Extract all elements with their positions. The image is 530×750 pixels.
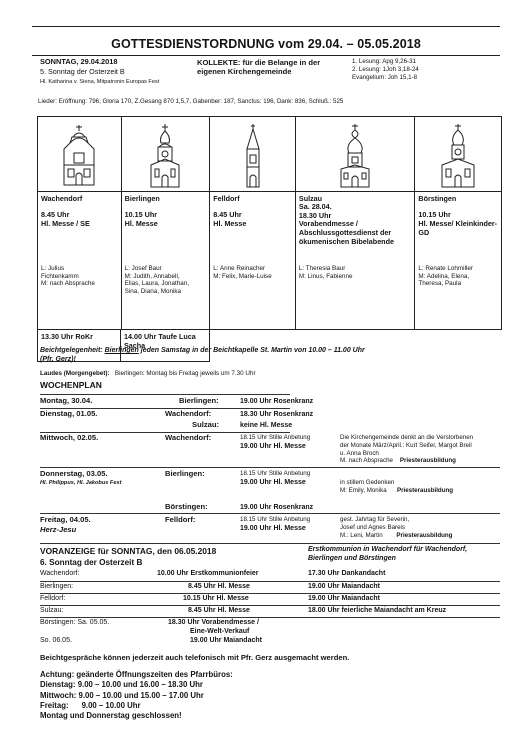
- office-hours-line: Mittwoch: 9.00 – 10.00 und 15.00 – 17.00 Uhr: [40, 690, 204, 700]
- confession-text: jeden Samstag in der Beichtkapelle St. Martin von 10.00 – 11.00 Uhr: [140, 347, 365, 354]
- mass-type: Hl. Messe/ Kleinkinder-GD: [418, 219, 498, 237]
- preview-right: 17.30 Uhr Dankandacht: [308, 570, 386, 577]
- sunday-saints: Hl. Katharina v. Siena, Mitpatronin Europas Fest: [40, 79, 160, 85]
- preview-time-note: Eine-Welt-Verkauf: [190, 628, 250, 635]
- note-line: [340, 487, 453, 495]
- note-line: in stillem Gedenken: [340, 479, 395, 486]
- church-name: Bierlingen: [124, 194, 160, 203]
- reading-1: 1. Lesung: Apg 9,26-31: [352, 58, 416, 65]
- preview-time: 18.30 Uhr Vorabendmesse /: [168, 619, 259, 626]
- church-boerstingen-cell: [415, 117, 501, 191]
- gospel: Evangelium: Joh 15,1-8: [352, 73, 418, 81]
- preview-time: 8.45 Uhr Hl. Messe: [188, 607, 250, 614]
- plan-note: [340, 434, 473, 465]
- plan-adoration: 18.15 Uhr Stille Anbetung: [240, 516, 311, 523]
- staff-line: L: Theresia Baur: [298, 265, 346, 272]
- church-boerstingen-details: [415, 192, 501, 329]
- staff-line: Fichtenkamm: [41, 272, 79, 280]
- divider: [40, 543, 500, 544]
- note-line: gest. Jahrtag für Severin,: [340, 516, 410, 523]
- staff-line: L: Josef Baur: [124, 265, 162, 272]
- plan-adoration: 18.15 Uhr Stille Anbetung: [240, 470, 311, 477]
- first-communion-note: Erstkommunion in Wachendorf für Wachendorf, Bierlingen und Börstingen: [308, 546, 468, 562]
- church-name: Börstingen: [418, 194, 457, 203]
- divider: [40, 581, 500, 582]
- confession-info: [40, 347, 480, 365]
- plan-day: Freitag, 04.05.: [40, 515, 91, 524]
- staff-line: Theresa, Paula: [418, 280, 462, 288]
- preview-place: Börstingen: Sa. 05.05.: [40, 619, 110, 626]
- church-name: Sulzau: [298, 194, 323, 203]
- note-ministrants: M. nach Absprache: [340, 457, 393, 465]
- plan-place: Bierlingen:: [179, 396, 219, 405]
- preview-place: Wachendorf:: [40, 570, 80, 577]
- extra-event-wachendorf: 13.30 Uhr RoKr: [37, 330, 121, 362]
- mass-time: 18.30 Uhr: [298, 210, 332, 220]
- church-sulzau-details: [296, 192, 415, 329]
- divider: [40, 593, 500, 594]
- preview-sunday: 6. Sonntag der Osterzeit B: [40, 558, 143, 567]
- divider: [40, 513, 500, 514]
- page-title: GOTTESDIENSTORDNUNG vom 29.04. – 05.05.2018: [111, 37, 421, 51]
- note-line: [340, 457, 473, 465]
- office-hours-line: Dienstag: 9.00 – 10.00 und 16.00 – 18.30 Uhr: [40, 680, 203, 690]
- preview-place: Sulzau:: [40, 607, 64, 614]
- plan-day: Mittwoch, 02.05.: [40, 433, 99, 442]
- church-felldorf-details: [210, 192, 296, 329]
- reading-2: 2. Lesung: 1Joh 3,18-24: [352, 65, 419, 73]
- plan-place: Wachendorf:: [165, 409, 212, 418]
- preview-heading: VORANZEIGE für SONNTAG, den 06.05.2018: [40, 546, 217, 556]
- office-hours: [40, 670, 233, 721]
- mass-time: 8.45 Uhr: [41, 210, 70, 220]
- note-line: Die Kirchengemeinde denkt an die Verstorbenen: [340, 434, 474, 441]
- preview-right: 19.00 Uhr Maiandacht: [308, 595, 380, 602]
- weekly-plan-heading: WOCHENPLAN: [40, 380, 102, 390]
- note-intent: Priesterausbildung: [396, 531, 453, 539]
- plan-time: 19.00 Uhr Hl. Messe: [240, 525, 306, 532]
- preview-right: 19.00 Uhr Maiandacht: [308, 583, 380, 590]
- church-sulzau-icon: [333, 123, 377, 189]
- church-date: Sa. 28.04.: [298, 202, 332, 212]
- plan-time: 19.00 Uhr Hl. Messe: [240, 479, 306, 486]
- plan-time: keine Hl. Messe: [240, 422, 293, 429]
- mass-type: Hl. Messe: [213, 219, 247, 229]
- mass-type: Hl. Messe: [124, 219, 158, 229]
- mass-type: Vorabendmesse / Abschlussgottesdienst der ökumenischen Bibelabende: [298, 219, 394, 246]
- church-staff: [41, 265, 95, 288]
- church-wachendorf-cell: [38, 117, 122, 191]
- preview-time: 8.45 Uhr Hl. Messe: [188, 583, 250, 590]
- plan-place: Felldorf:: [165, 515, 196, 524]
- mass-time: 8.45 Uhr: [213, 210, 242, 220]
- plan-feast: Herz-Jesu: [40, 525, 77, 534]
- note-line: der Monate März/April.: Kurt Seifer, Margot Breil: [340, 441, 472, 449]
- office-hours-line: Freitag: 9.00 – 10.00 Uhr: [40, 700, 141, 710]
- divider: [40, 467, 500, 468]
- plan-day: Dienstag, 01.05.: [40, 409, 98, 418]
- office-hours-heading: Achtung: geänderte Öffnungszeiten des Pfarrbüros:: [40, 670, 233, 679]
- plan-adoration: 18.15 Uhr Stille Anbetung: [240, 434, 311, 441]
- mass-time: 10.15 Uhr: [124, 210, 158, 220]
- staff-line: M: Felix, Marie-Luise: [213, 272, 272, 280]
- preview-time: 19.00 Uhr Maiandacht: [190, 637, 262, 644]
- confession-phone-note: Beichtgespräche können jederzeit auch telefonisch mit Pfr. Gerz ausgemacht werden.: [40, 653, 350, 662]
- church-staff: [418, 265, 473, 288]
- church-details-row: [37, 192, 502, 330]
- staff-line: M: nach Absprache: [41, 280, 95, 288]
- plan-day: Donnerstag, 03.05.: [40, 469, 108, 478]
- staff-line: Elias, Laura, Jonathan,: [124, 280, 190, 288]
- preview-time: 10.15 Uhr Hl. Messe: [183, 595, 249, 602]
- readings: [352, 58, 419, 82]
- staff-line: M: Linus, Fabienne: [298, 272, 353, 280]
- staff-line: Sina, Diana, Monika: [124, 288, 181, 296]
- mass-type: Hl. Messe / SE: [41, 219, 90, 229]
- note-intent: Priesterausbildung: [399, 457, 456, 465]
- note-ministrants: M.: Leni, Martin: [340, 531, 383, 539]
- preview-right: 18.00 Uhr feierliche Maiandacht am Kreuz: [308, 607, 447, 614]
- note-ministrants: M: Emily, Monika: [340, 486, 387, 494]
- mass-info: [299, 212, 411, 247]
- plan-time: 18.30 Uhr Rosenkranz: [240, 411, 314, 418]
- church-staff: [125, 265, 189, 296]
- church-name: Wachendorf: [41, 194, 83, 203]
- note-line: u. Anna Broch: [340, 449, 379, 457]
- title-frame: [32, 26, 500, 56]
- plan-day: Montag, 30.04.: [40, 396, 93, 405]
- divider: [40, 394, 290, 395]
- divider: [40, 605, 500, 606]
- note-line: Josef und Agnes Bareis: [340, 523, 406, 531]
- confession-priest: (Pfr. Gerz)!: [40, 355, 76, 363]
- plan-feast: Hl. Philippus, Hl. Jakobus Fest: [40, 480, 122, 486]
- church-bierlingen-icon: [145, 123, 185, 189]
- sunday-name: 5. Sonntag der Osterzeit B: [40, 67, 125, 76]
- confession-label: Beichtgelegenheit:: [40, 347, 103, 354]
- staff-line: M: Adelina, Elena,: [418, 272, 470, 280]
- mass-info: [125, 211, 207, 229]
- church-name: Felldorf: [213, 194, 240, 203]
- preview-place: Bierlingen:: [40, 583, 74, 590]
- plan-place: Sulzau:: [192, 420, 220, 429]
- kollekte: KOLLEKTE: für die Belange in der eigenen Kirchengemeinde: [197, 58, 321, 77]
- mass-info: [213, 211, 292, 229]
- church-bierlingen-cell: [122, 117, 211, 191]
- staff-line: L: Julius: [41, 265, 65, 272]
- plan-time: 19.00 Uhr Hl. Messe: [240, 443, 306, 450]
- office-hours-closed: Montag und Donnerstag geschlossen!: [40, 711, 182, 721]
- church-grid: [37, 116, 502, 362]
- plan-time: 19.00 Uhr Rosenkranz: [240, 398, 314, 405]
- sunday-date: SONNTAG, 29.04.2018: [40, 57, 118, 66]
- laudes-info: [40, 370, 256, 377]
- mass-info: [418, 211, 498, 237]
- divider: [40, 617, 500, 618]
- preview-place: Felldorf:: [40, 595, 66, 602]
- preview-time: 10.00 Uhr Erstkommunionfeier: [157, 570, 259, 577]
- hymn-list: Lieder: Eröffnung: 796, Gloria 170, Z.Gesang 870 1,5,7, Gabenber: 187, Sanctus: 196, Dank: 836, Schluß.: 525: [38, 98, 344, 105]
- church-felldorf-cell: [210, 117, 296, 191]
- staff-line: L: Anne Reinacher: [213, 265, 266, 272]
- mass-info: [41, 211, 118, 229]
- church-image-row: [37, 116, 502, 192]
- plan-place: Wachendorf:: [165, 433, 212, 442]
- plan-note: [340, 516, 452, 539]
- church-staff: [213, 265, 271, 280]
- note-intent: Priesterausbildung: [396, 486, 454, 494]
- plan-note: [340, 479, 453, 495]
- plan-time: 19.00 Uhr Rosenkranz: [240, 504, 314, 511]
- church-bierlingen-details: [122, 192, 211, 329]
- staff-line: L: Renate Lohmiller: [418, 265, 473, 272]
- church-wachendorf-icon: [56, 123, 102, 187]
- church-felldorf-icon: [235, 123, 271, 189]
- extra-event-bierlingen: 14.00 Uhr Taufe Luca Sacha: [121, 330, 210, 362]
- laudes-text: Bierlingen: Montag bis Freitag jeweils um 7.30 Uhr: [114, 370, 256, 377]
- laudes-label: Laudes (Morgengebet):: [40, 370, 110, 377]
- confession-place: Bierlingen: [104, 347, 139, 354]
- plan-place: Börstingen:: [165, 502, 208, 511]
- staff-line: M: Judith, Annabell,: [124, 272, 180, 280]
- plan-place: Bierlingen:: [165, 469, 205, 478]
- church-sulzau-cell: [296, 117, 415, 191]
- note-line: [340, 532, 452, 540]
- preview-place: So. 06.05.: [40, 637, 72, 644]
- church-wachendorf-details: [38, 192, 122, 329]
- church-boerstingen-icon: [436, 123, 480, 189]
- church-staff: [299, 265, 353, 280]
- mass-time: 10.15 Uhr: [418, 210, 451, 220]
